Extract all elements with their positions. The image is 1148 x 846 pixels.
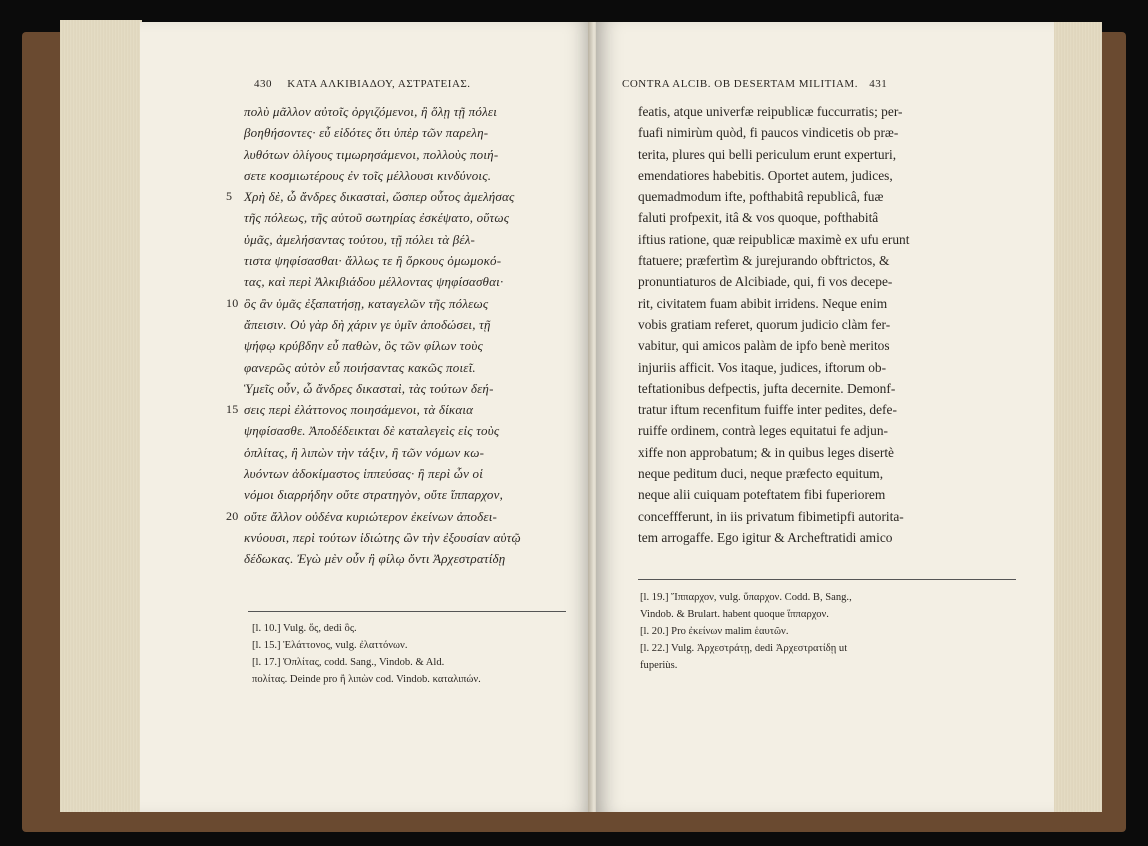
text-line: rit, civitatem fuam abibit irridens. Neque enim — [638, 295, 888, 311]
text-line — [244, 250, 562, 271]
line-number: 20 — [226, 508, 239, 523]
text-line: emendatiores habebitis. Oportet autem, judices, — [638, 167, 893, 183]
line-text: τιστα ψηφίσασθαι· ἄλλως τε ἢ ὅρκους ὀμωμοκό- — [244, 253, 502, 269]
line-number: 10 — [226, 295, 239, 310]
text-line — [244, 357, 562, 378]
text-line — [244, 207, 562, 228]
right-footnotes — [640, 589, 1020, 674]
line-text: ὑμᾶς, ἀμελήσαντας τούτου, τῇ πόλει τὰ βέλ- — [244, 231, 476, 247]
text-line — [244, 165, 562, 186]
footnote: [l. 15.] Ἐλάττονος, vulg. ἐλαττόνων. — [252, 640, 408, 651]
line-text: σετε κοσμιωτέρους ἐν τοῖς μέλλουσι κινδύνοις. — [244, 167, 492, 183]
line-text: Ὑμεῖς οὖν, ὦ ἄνδρες δικασταὶ, τὰς τούτων δεή- — [244, 380, 494, 396]
text-line: tem arrogaffe. Ego igitur & Archeftratidi amico — [638, 529, 893, 545]
text-line: injuriis afficit. Vos itaque, judices, iftorum ob- — [638, 359, 887, 375]
line-text: πολὺ μᾶλλον αὐτοῖς ὀργιζόμενοι, ἢ ὅλῃ τῇ πόλει — [244, 104, 498, 119]
footnote: [l. 19.] Ἵππαρχον, vulg. ὕπαρχον. Codd. B, Sang., — [640, 592, 852, 603]
footnote: fuperiùs. — [640, 660, 678, 671]
footnote: [l. 10.] Vulg. ὅς, dedi ὃς. — [252, 623, 357, 634]
line-text: δέδωκας. Ἐγὼ μὲν οὖν ἢ φίλῳ ὄντι Ἀρχεστρατίδῃ — [244, 551, 506, 567]
line-text: οὔτε ἄλλον οὐδένα κυριώτερον ἐκείνων ἀποδει- — [244, 508, 498, 524]
text-line: neque alii cuiquam poteftatem fibi fuperiorem — [638, 487, 886, 503]
line-text: βοηθήσοντες· εὖ εἰδότες ὅτι ὑπὲρ τῶν παρελη- — [244, 125, 489, 141]
line-text: σεις περὶ ἐλάττονος ποιησάμενοι, τὰ δίκαια — [244, 402, 474, 418]
text-line — [244, 144, 562, 165]
text-line: faluti profpexit, itâ & vos quoque, pofthabitâ — [638, 210, 879, 226]
line-text: Χρὴ δὲ, ὦ ἄνδρες δικασταὶ, ὥσπερ οὗτος ἀμελήσας — [244, 189, 515, 205]
footnote: Vindob. & Brulart. habent quoque ἵππαρχον. — [640, 609, 829, 620]
text-line: fuafi nimirùm quòd, fi paucos vindicetis ob præ- — [638, 125, 899, 141]
text-line: terita, plures qui belli periculum erunt experturi, — [638, 146, 897, 162]
line-text: φανερῶς αὐτὸν εὖ ποιήσαντας κακῶς ποιεῖ. — [244, 359, 476, 375]
latin-text-block — [638, 101, 1018, 548]
left-page-number: 430 — [254, 78, 272, 90]
text-line: quemadmodum ifte, pofthabitâ republicâ, fuæ — [638, 189, 884, 205]
line-text: κνύουσι, περὶ τούτων ἰδιώτης ὢν τὴν ἐξουσίαν αὑτῷ — [244, 529, 521, 545]
text-line: conceffferunt, in iis privatum fibimetipfi autorita- — [638, 508, 904, 524]
text-line: vobis gratiam referet, quorum judicio clàm fer- — [638, 316, 891, 332]
text-line — [244, 122, 562, 143]
line-number: 5 — [226, 189, 233, 204]
text-line: ruiffe ordinem, contrà leges equitatui fe adjun- — [638, 423, 888, 439]
text-line — [226, 186, 562, 207]
text-line — [244, 442, 562, 463]
left-footnotes — [252, 620, 570, 688]
line-text: τῆς πόλεως, τῆς αὑτοῦ σωτηρίας ἐσκέψατο, οὕτως — [244, 210, 510, 226]
line-text: νόμοι διαρρήδην οὔτε στρατηγὸν, οὔτε ἵππαρχον, — [244, 487, 504, 503]
text-line: iftius ratione, quæ reipublicæ maximè ex ufu erunt — [638, 231, 910, 247]
text-line — [226, 506, 562, 527]
text-line — [226, 293, 562, 314]
footnote-rule — [638, 579, 1016, 580]
line-text: ὃς ἂν ὑμᾶς ἐξαπατήσῃ, καταγελῶν τῆς πόλεως — [244, 295, 489, 311]
text-line: xiffe non approbatum; & in quibus leges disertè — [638, 444, 894, 460]
text-line — [244, 463, 562, 484]
text-line: teftationibus defpectis, jufta decernite. Demonf- — [638, 380, 896, 396]
text-line — [244, 420, 562, 441]
right-running-header — [622, 78, 887, 90]
text-line: vabitur, qui amicos palàm de ipfo benè meritos — [638, 338, 890, 354]
left-running-title: ΚΑΤΑ ΑΛΚΙΒΙΑΔΟΥ, ΑΣΤΡΑΤΕΙΑΣ. — [287, 78, 471, 90]
text-line — [244, 378, 562, 399]
line-text: ψήφῳ κρύβδην εὖ παθὼν, ὃς τῶν φίλων τοὺς — [244, 338, 483, 354]
page-edges-right — [1054, 22, 1102, 812]
left-page — [140, 22, 592, 812]
line-number: 15 — [226, 402, 239, 417]
right-page-number: 431 — [869, 78, 888, 90]
line-text: ἄπεισιν. Οὐ γὰρ δὴ χάριν γε ὑμῖν ἀποδώσει, τῇ — [244, 316, 491, 332]
page-edges-left — [60, 20, 142, 812]
text-line — [244, 229, 562, 250]
right-page — [596, 22, 1054, 812]
text-line — [244, 527, 562, 548]
text-line — [244, 484, 562, 505]
greek-text-block — [226, 101, 562, 570]
text-line: pronuntiaturos de Alcibiade, qui, fi vos decepe- — [638, 274, 893, 290]
line-text: λυόντων ἀδοκίμαστος ἱππεύσας· ἢ περὶ ὧν οἱ — [244, 466, 484, 482]
text-line — [244, 271, 562, 292]
text-line — [244, 314, 562, 335]
line-text: τας, καὶ περὶ Ἀλκιβιάδου μέλλοντας ψηφίσασθαι· — [244, 274, 504, 290]
footnote: [l. 22.] Vulg. Ἀρχεστράτῃ, dedi Ἀρχεστρατίδῃ ut — [640, 643, 848, 654]
text-line — [244, 335, 562, 356]
line-text: ψηφίσασθε. Ἀποδέδεικται δὲ καταλεγεὶς εἰς τοὺς — [244, 423, 500, 439]
text-line: ftatuere; præfertìm & jurejurando obftrictos, & — [638, 253, 890, 269]
line-text: ὁπλίτας, ἢ λιπὼν τὴν τάξιν, ἢ τῶν νόμων κω- — [244, 444, 485, 460]
left-running-header — [254, 78, 471, 90]
text-line — [244, 101, 562, 122]
right-running-title: CONTRA ALCIB. OB DESERTAM MILITIAM. — [622, 78, 858, 90]
footnote: [l. 20.] Pro ἐκείνων malim ἑαυτῶν. — [640, 626, 789, 637]
text-line: featis, atque univerfæ reipublicæ fuccurratis; per- — [638, 104, 903, 119]
text-line: tratur iftum recenfitum fuiffe inter pedites, defe- — [638, 402, 897, 418]
text-line — [226, 399, 562, 420]
footnote: [l. 17.] Ὁπλίτας, codd. Sang., Vindob. & Ald. — [252, 657, 445, 668]
footnote: πολίτας. Deinde pro ἢ λιπὼν cod. Vindob. καταλιπών. — [252, 674, 481, 685]
line-text: λυθότων ὀλίγους τιμωρησάμενοι, πολλοὺς ποιή- — [244, 146, 499, 162]
text-line — [244, 548, 562, 569]
footnote-rule — [248, 611, 566, 612]
text-line: neque peditum duci, neque præfecto equitum, — [638, 466, 884, 482]
